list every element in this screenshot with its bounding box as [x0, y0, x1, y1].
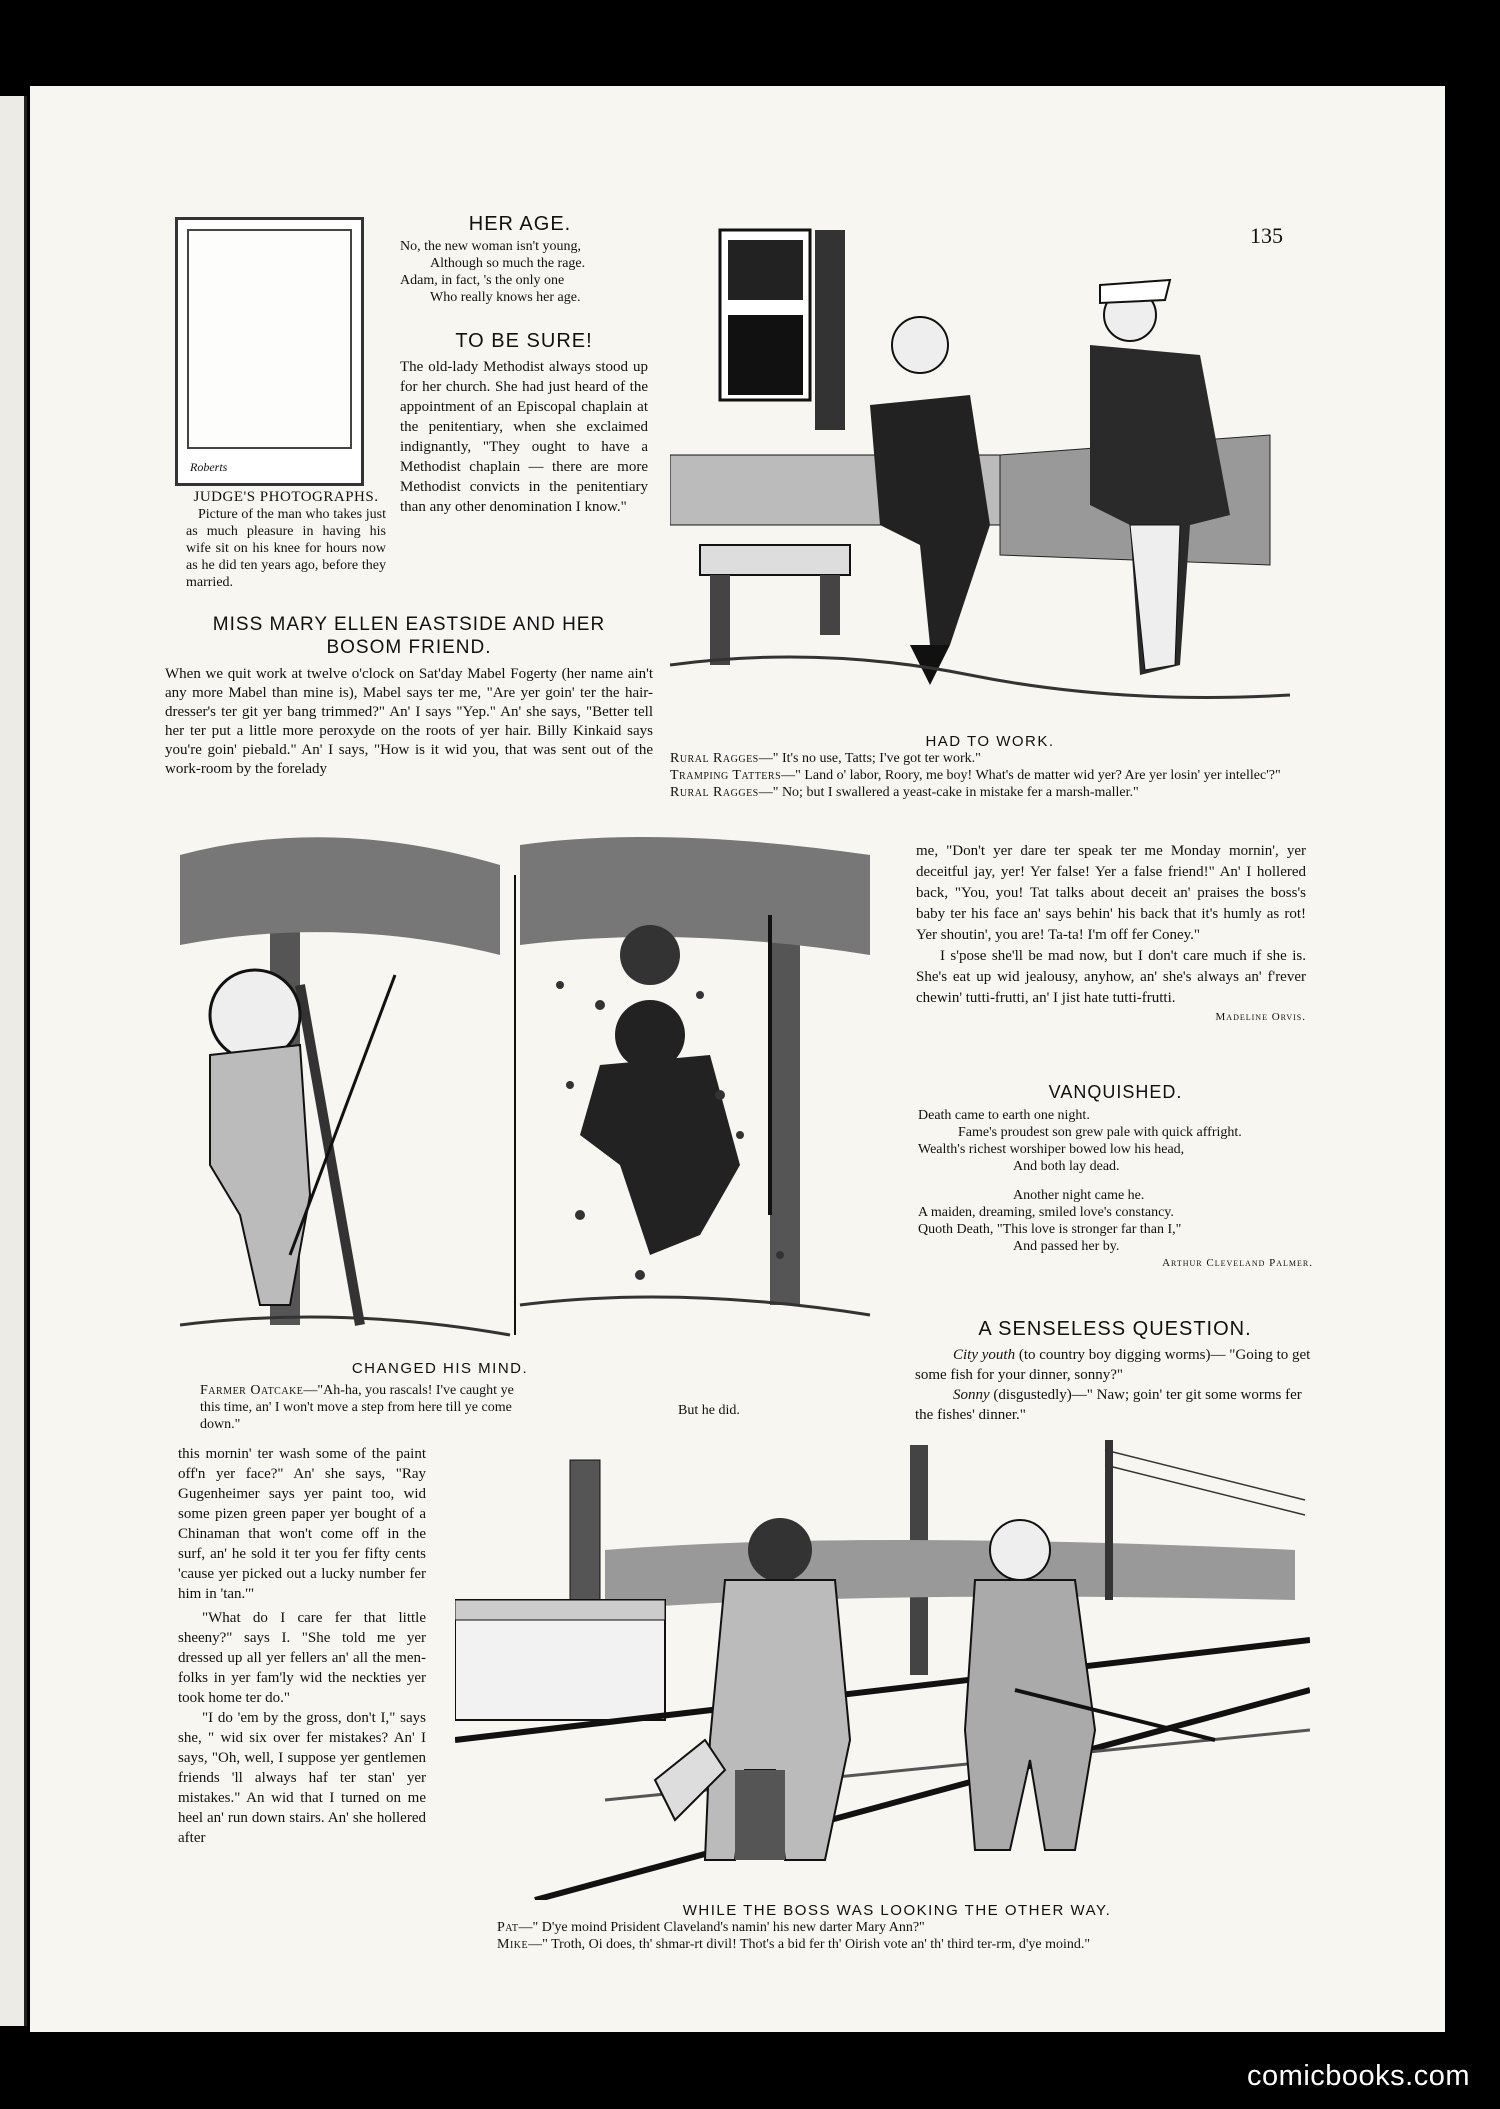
- speaker-pat: Pat: [497, 1920, 519, 1935]
- speaker-farmer-oatcake: Farmer Oatcake: [200, 1383, 304, 1398]
- changed-his-mind-right-caption: But he did.: [678, 1403, 740, 1418]
- illustration-changed-his-mind: [180, 835, 880, 1350]
- had-to-work-caption: [670, 733, 1310, 801]
- vanquished-s2-line-3: Quoth Death, "This love is stronger far than I,": [918, 1222, 1182, 1237]
- boss-looking-line-2: [497, 1936, 1297, 1953]
- illustration-had-to-work: [670, 225, 1290, 725]
- pat-quote: —" D'ye moind Prisident Claveland's namin' his new darter Mary Ann?": [518, 1920, 925, 1935]
- speaker-sonny: Sonny: [953, 1387, 990, 1403]
- her-age-line-1: No, the new woman isn't young,: [400, 239, 582, 254]
- her-age-line-4: Who really knows her age.: [430, 290, 581, 305]
- changed-his-mind-text: [200, 1382, 530, 1433]
- senseless-question: [915, 1318, 1315, 1425]
- speaker-rural-ragges-2: Rural Ragges: [670, 785, 759, 800]
- had-to-work-line-3-text: —" No; but I swallered a yeast-cake in mistake fer a marsh-maller.": [758, 785, 1139, 800]
- to-be-sure: [400, 330, 648, 517]
- previous-page-edge: [0, 96, 27, 2026]
- frame-signature: Roberts: [190, 460, 228, 474]
- city-youth-quote: "Going to get some fish for your dinner, sonny?": [915, 1347, 1311, 1383]
- site-watermark: comicbooks.com: [1247, 2060, 1470, 2092]
- speaker-city-youth: City youth: [953, 1347, 1016, 1363]
- had-to-work-line-1-text: —" It's no use, Tatts; I've got ter work.": [758, 751, 981, 766]
- photo-frame-blank: [187, 229, 352, 449]
- miss-mary-continuation: [916, 841, 1306, 1023]
- miss-mary-left-column: [178, 1444, 426, 1848]
- signature-madeline-orvis: Madeline Orvis.: [1215, 1011, 1306, 1023]
- her-age-title: HER AGE.: [468, 213, 572, 235]
- senseless-question-title: A SENSELESS QUESTION.: [978, 1318, 1252, 1340]
- senseless-question-line-1: [915, 1345, 1315, 1385]
- her-age-line-2: Although so much the rage.: [430, 256, 586, 271]
- mike-quote: —" Troth, Oi does, th' shmar-rt divil! Thot's a bid fer th' Oirish vote an' th' third ter-rm, d'ye moind.": [528, 1937, 1091, 1952]
- boss-looking-drawing: [455, 1440, 1310, 1900]
- changed-his-mind-title: CHANGED HIS MIND.: [351, 1360, 529, 1377]
- miss-mary-title-line-2: BOSOM FRIEND.: [326, 637, 492, 658]
- changed-his-mind-quote: —"Ah-ha, you rascals! I've caught ye this time, an' I won't move a step from here till ye come down.": [200, 1383, 514, 1432]
- vanquished-s2-line-1: Another night came he.: [1013, 1188, 1145, 1203]
- vanquished-s1-line-3: Wealth's richest worshiper bowed low his head,: [918, 1142, 1185, 1157]
- had-to-work-title: HAD TO WORK.: [925, 733, 1055, 750]
- miss-mary-part-3: "What do I care fer that little sheeny?" says I. "She told me yer dressed up all yer fellers an' all the men-folks in yer fam'ly wid the neckties yer took home ter do.": [178, 1610, 426, 1706]
- vanquished-s1-line-2: Fame's proudest son grew pale with quick affright.: [958, 1125, 1242, 1140]
- her-age: [400, 213, 640, 306]
- changed-his-mind-caption: [200, 1360, 850, 1432]
- illustration-boss-looking: [455, 1440, 1310, 1900]
- vanquished-s1-line-1: Death came to earth one night.: [918, 1108, 1090, 1123]
- sonny-note: (disgustedly)—: [993, 1387, 1087, 1403]
- boss-looking-title: WHILE THE BOSS WAS LOOKING THE OTHER WAY.: [682, 1902, 1112, 1919]
- to-be-sure-title: TO BE SURE!: [455, 330, 593, 352]
- miss-mary-part-5: me, "Don't yer dare ter speak ter me Monday mornin', yer deceitful jay, yer! Yer false! Yer a false friend!" An' I hollered back, "You, you! Tat talks about deceit an' praises the boss's baby ter his face an' says behin' his back that it's humly as rot! Yer shoutin', you are! Ta-ta! I'm off fer Coney.": [916, 843, 1306, 943]
- had-to-work-line-3: [670, 784, 1310, 801]
- photo-frame: [175, 217, 364, 486]
- had-to-work-line-2-text: —" Land o' labor, Roory, me boy! What's de matter wid yer? Are yer losin' yer intellec'?": [781, 768, 1281, 783]
- judges-photographs: [186, 488, 386, 591]
- vanquished-s2-line-2: A maiden, dreaming, smiled love's constancy.: [918, 1205, 1174, 1220]
- changed-his-mind-drawing: [180, 835, 880, 1350]
- vanquished-s2-line-4: And passed her by.: [1013, 1239, 1120, 1254]
- had-to-work-drawing: [670, 225, 1290, 725]
- senseless-question-line-2: [915, 1385, 1315, 1425]
- miss-mary-part-6: I s'pose she'll be mad now, but I don't care much if she is. She's eat up wid jealousy, anyhow, an' she's always an' f'rever chewin' tutti-frutti, an' I jist hate tutti-frutti.: [916, 948, 1306, 1006]
- judges-photographs-title: JUDGE'S PHOTOGRAPHS.: [193, 489, 379, 505]
- miss-mary-part-2: this mornin' ter wash some of the paint off'n yer face?" An' she says, "Ray Gugenheimer says yer paint too, wid some pizen green paper yer bought of a Chinaman that won't come off in the surf, an' he sold it ter you fer fifty cents 'cause yer picked out a lucky number fer him in 'tan.'": [178, 1446, 426, 1602]
- her-age-line-3: Adam, in fact, 's the only one: [400, 273, 565, 288]
- city-youth-note: (to country boy digging worms)—: [1018, 1347, 1226, 1363]
- page-number: 135: [1250, 223, 1283, 248]
- had-to-work-line-1: [670, 750, 1310, 767]
- boss-looking-caption: [497, 1902, 1297, 1953]
- sonny-quote: " Naw; goin' ter git some worms fer the fishes' dinner.": [915, 1387, 1302, 1423]
- miss-mary-part-1: When we quit work at twelve o'clock on Sat'day Mabel Fogerty (her name ain't any more Mabel than mine is), Mabel says ter me, "Are yer goin' ter the hair-dresser's ter git yer bang trimmed?" An' I says "Yep." An' she says, "Better tell her ter put a little more peroxyde on the roots of yer hair. Billy Kinkaid says you're goin' piebald." An' I says, "How is it wid you, that was sent out of the work-room by the forelady: [165, 666, 653, 777]
- to-be-sure-text: The old-lady Methodist always stood up for her church. She had just heard of the appointment of an Episcopal chaplain at the penitentiary, when she exclaimed indignantly, "They ought to have a Methodist chaplain — there are more Methodist convicts in the penitentiary than any other denomination I know.": [400, 359, 648, 515]
- vanquished: [918, 1082, 1313, 1269]
- speaker-tramping-tatters: Tramping Tatters: [670, 768, 782, 783]
- miss-mary-part-4: "I do 'em by the gross, don't I," says she, " wid six over fer mistakes? An' I says, "Oh, well, I suppose yer gentlemen friends 'll always haf ter stan' yer mistakes." An wid that I turned on me heel an' run down stairs. An' she hollered after: [178, 1710, 426, 1846]
- judges-photographs-text: Picture of the man who takes just as much pleasure in having his wife sit on his knee for hours now as he did ten years ago, before they married.: [186, 507, 386, 590]
- miss-mary-title-line-1: MISS MARY ELLEN EASTSIDE AND HER: [212, 614, 606, 635]
- signature-arthur-palmer: Arthur Cleveland Palmer.: [1162, 1257, 1313, 1269]
- had-to-work-line-2: [670, 767, 1310, 784]
- vanquished-title: VANQUISHED.: [1048, 1082, 1183, 1102]
- miss-mary-story: [165, 613, 653, 779]
- boss-looking-line-1: [497, 1919, 1297, 1936]
- speaker-mike: Mike: [497, 1937, 529, 1952]
- vanquished-s1-line-4: And both lay dead.: [1013, 1159, 1120, 1174]
- speaker-rural-ragges: Rural Ragges: [670, 751, 759, 766]
